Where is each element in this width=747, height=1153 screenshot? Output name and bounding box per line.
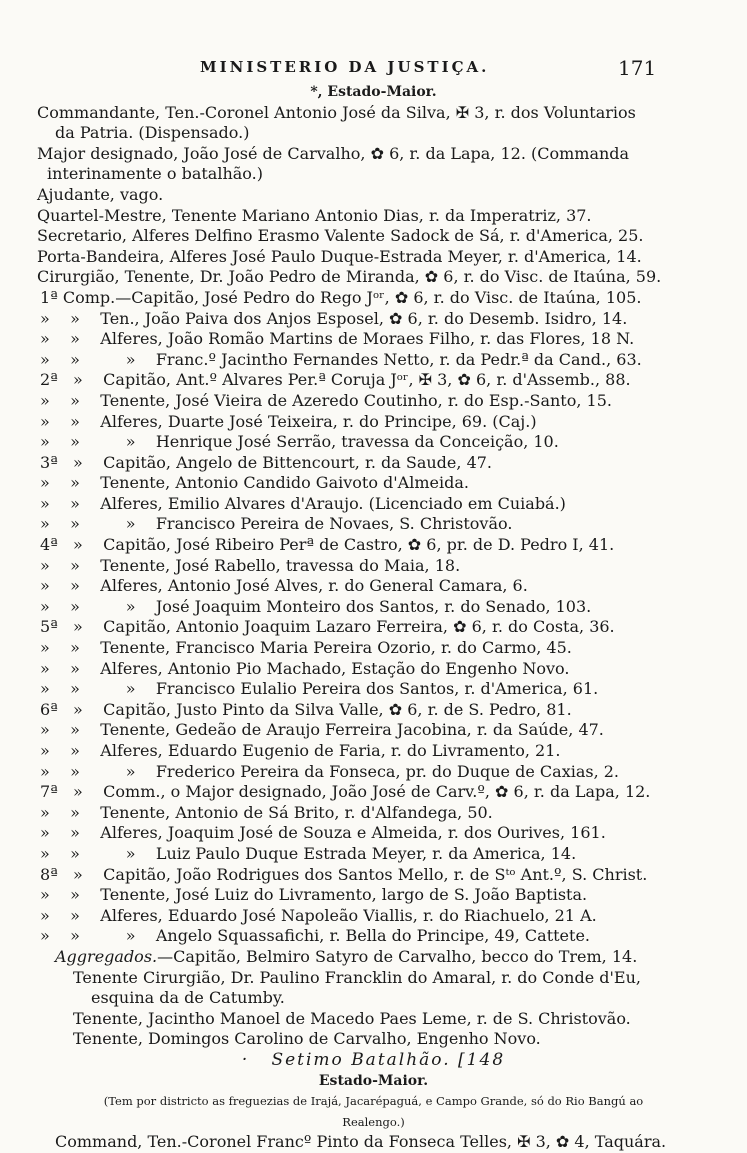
text-line: » » » Henrique José Serrão, travessa da Conceição, 10. [40,432,559,452]
text-line: » » » Frederico Pereira da Fonseca, pr. do Duque de Caxias, 2. [40,761,620,781]
text-line: Ajudante, vago. [37,184,164,204]
text-line: » » Alferes, Eduardo José Napoleão Viallis, r. do Riachuelo, 21 A. [40,905,597,925]
text-line: 6ª » Capitão, Justo Pinto da Silva Valle, ✿ 6, r. de S. Pedro, 81. [40,699,572,719]
text-line: » » » Francisco Pereira de Novaes, S. Christovão. [40,514,513,534]
text-line: interinamente o batalhão.) [47,164,263,184]
text-line: *, Estado-Maior. [310,84,437,100]
text-line: » » Alferes, Joaquim José de Souza e Almeida, r. dos Ourives, 161. [40,823,606,843]
text-line: · Setimo Batalhão. [148 [241,1049,506,1070]
text-line: » » » Angelo Squassafichi, r. Bella do Principe, 49, Cattete. [40,926,590,946]
text-line: » » Alferes, João Romão Martins de Moraes Filho, r. das Flores, 18 N. [40,329,635,349]
text-line: Estado-Maior. [318,1072,429,1089]
text-line: » » Tenente, Francisco Maria Pereira Ozorio, r. do Carmo, 45. [40,638,572,658]
text-line: » » Alferes, Emilio Alvares d'Araujo. (Licenciado em Cuiabá.) [40,493,566,513]
text-line: 1ª Comp.—Capitão, José Pedro do Rego Jᵒʳ, ✿ 6, r. do Visc. de Itaúna, 105. [40,287,642,307]
text-line: » » Tenente, José Rabello, travessa do Maia, 18. [40,555,461,575]
text-line: » » Tenente, José Vieira de Azeredo Coutinho, r. do Esp.-Santo, 15. [40,390,612,410]
page-number: 171 [618,56,657,80]
text-line: » » Tenente, Antonio Candido Gaivoto d'Almeida. [40,473,469,493]
running-head: MINISTERIO DA JUSTIÇA. [200,58,490,76]
text-line: 8ª » Capitão, João Rodrigues dos Santos Mello, r. de Sᵗᵒ Ant.º, S. Christ. [40,864,648,884]
text-line: Tenente Cirurgião, Dr. Paulino Francklin do Amaral, r. do Conde d'Eu, [73,967,641,987]
text-line: Major designado, João José de Carvalho, ✿ 6, r. da Lapa, 12. (Commanda [37,143,630,163]
text-line: » » Tenente, José Luiz do Livramento, largo de S. João Baptista. [40,885,588,905]
text-line: 7ª » Comm., o Major designado, João José de Carv.º, ✿ 6, r. da Lapa, 12. [40,782,651,802]
page-header [0,56,747,82]
text-line: 4ª » Capitão, José Ribeiro Perª de Castro, ✿ 6, pr. de D. Pedro I, 41. [40,535,615,555]
text-line: da Patria. (Dispensado.) [55,123,250,143]
text-line: » » » José Joaquim Monteiro dos Santos, r. do Senado, 103. [40,596,592,616]
text-line: Tenente, Jacintho Manoel de Macedo Paes Leme, r. de S. Christovão. [73,1008,631,1028]
text-line: » » Alferes, Eduardo Eugenio de Faria, r. do Livramento, 21. [40,741,561,760]
text-line: » » Tenente, Antonio de Sá Brito, r. d'Alfandega, 50. [40,802,493,822]
text-line: » » Alferes, Antonio José Alves, r. do General Camara, 6. [40,576,528,596]
text-line: 2ª » Capitão, Ant.º Alvares Per.ª Coruja Jᵒʳ, ✠ 3, ✿ 6, r. d'Assemb., 88. [40,370,631,390]
text-line: » » Alferes, Antonio Pio Machado, Estação do Engenho Novo. [40,658,570,678]
text-line: Realengo.) [342,1114,405,1129]
text-line: » » Tenente, Gedeão de Araujo Ferreira Jacobina, r. da Saúde, 47. [40,720,604,740]
text-line: Tenente, Domingos Carolino de Carvalho, Engenho Novo. [73,1029,541,1049]
text-line: Porta-Bandeira, Alferes José Paulo Duque-Estrada Meyer, r. d'America, 14. [37,246,642,266]
text-line: 5ª » Capitão, Antonio Joaquim Lazaro Ferreira, ✿ 6, r. do Costa, 36. [40,617,615,637]
text-line: » » » Franc.º Jacintho Fernandes Netto, r. da Pedr.ª da Cand., 63. [40,349,642,369]
text-line: (Tem por districto as freguezias de Irajá, Jacarépaguá, e Campo Grande, só do Rio Bangú ao [103,1094,644,1109]
text-line: 3ª » Capitão, Angelo de Bittencourt, r. da Saude, 47. [40,452,493,472]
text-line: » » » Luiz Paulo Duque Estrada Meyer, r. da America, 14. [40,843,577,863]
text-line: Quartel-Mestre, Tenente Mariano Antonio Dias, r. da Imperatriz, 37. [37,205,592,225]
text-line: » » Ten., João Paiva dos Anjos Esposel, ✿ 6, r. do Desemb. Isidro, 14. [40,308,628,328]
text-line: Aggregados.—Capitão, Belmiro Satyro de Carvalho, becco do Trem, 14. [55,946,638,966]
text-line: Command, Ten.-Coronel Francº Pinto da Fonseca Telles, ✠ 3, ✿ 4, Taquára. [55,1132,667,1152]
italic-prefix: Aggregados. [55,946,158,966]
text-line: esquina da de Catumby. [91,988,285,1008]
page-body [0,82,747,1153]
text-line: Cirurgião, Tenente, Dr. João Pedro de Miranda, ✿ 6, r. do Visc. de Itaúna, 59. [37,267,662,287]
text-line: Commandante, Ten.-Coronel Antonio José da Silva, ✠ 3, r. dos Voluntarios [37,102,636,122]
text-line: » » » Francisco Eulalio Pereira dos Santos, r. d'America, 61. [40,679,599,699]
text-line: Secretario, Alferes Delfino Erasmo Valente Sadock de Sá, r. d'America, 25. [37,226,644,246]
text-line: » » Alferes, Duarte José Teixeira, r. do Principe, 69. (Caj.) [40,411,537,431]
